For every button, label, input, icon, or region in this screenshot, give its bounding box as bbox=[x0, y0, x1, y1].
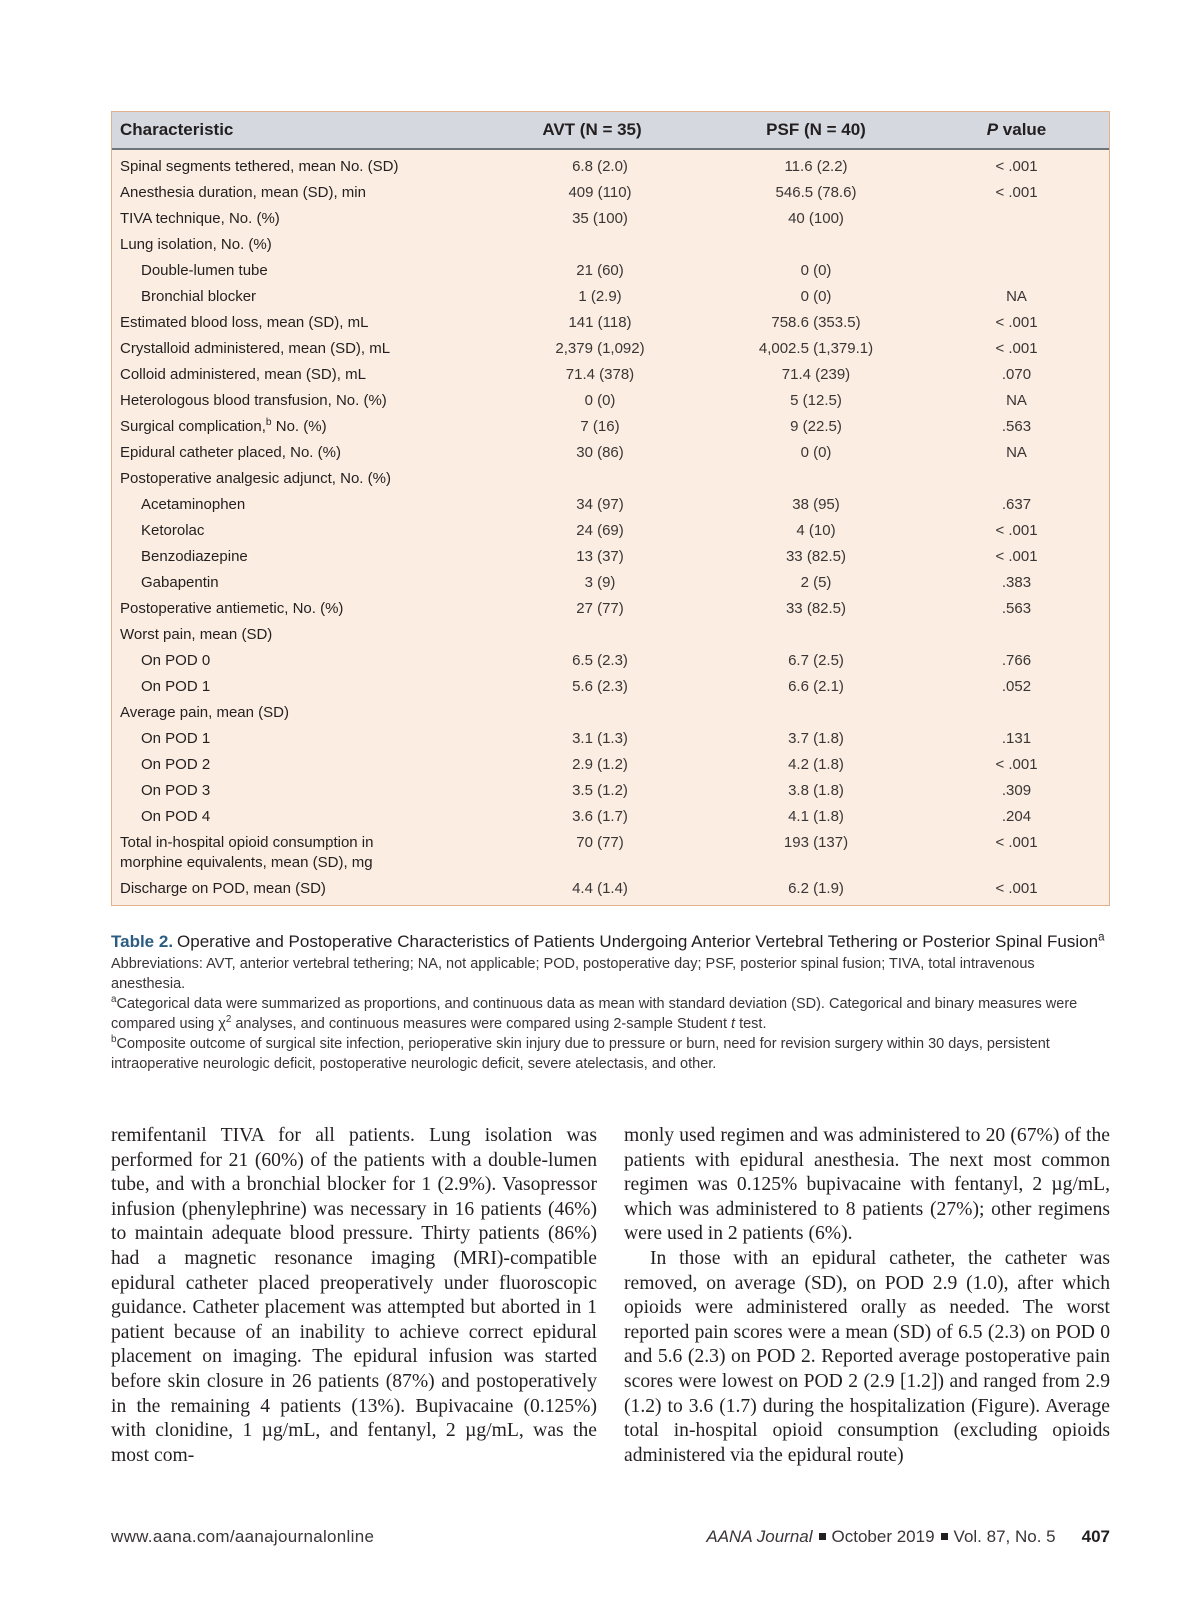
characteristic-text: Crystalloid administered, mean (SD), mL bbox=[120, 340, 391, 357]
cell-avt: 7 (16) bbox=[580, 418, 620, 435]
cell-p-value: .563 bbox=[1001, 600, 1032, 617]
characteristic-text: Ketorolac bbox=[141, 522, 205, 539]
characteristic-text: Double-lumen tube bbox=[141, 262, 268, 279]
table-row bbox=[112, 876, 1109, 902]
cell-psf: 4.2 (1.8) bbox=[788, 756, 844, 773]
table-row bbox=[112, 622, 1109, 648]
bullet-icon bbox=[819, 1533, 826, 1540]
caption-abbreviations: Abbreviations: AVT, anterior vertebral tethering; NA, not applicable; POD, postoperative day; PSF, posterior spinal fusion; TIVA, total intravenous anesthesia. bbox=[111, 956, 1035, 992]
note-a-text-3: test. bbox=[735, 1016, 767, 1032]
cell-psf: 193 (137) bbox=[783, 834, 849, 851]
cell-psf bbox=[708, 235, 924, 255]
body-paragraph: monly used regimen and was administered to 20 (67%) of the patients with epidural anesthesia. The next most common regimen was 0.125% bupivacaine with fentanyl, 2 µg/mL, which was administered to 8 patients (27%); other regimens were used in 2 patients (6%). bbox=[624, 1125, 1110, 1245]
characteristic-text: Benzodiazepine bbox=[141, 548, 248, 565]
header-characteristic: Characteristic bbox=[120, 120, 234, 139]
header-psf: PSF (N = 40) bbox=[766, 120, 866, 139]
table-row bbox=[112, 674, 1109, 700]
cell-characteristic bbox=[112, 287, 492, 307]
caption-note-a bbox=[111, 994, 1111, 1034]
caption-title-sup: a bbox=[1098, 931, 1105, 944]
cell-characteristic bbox=[112, 599, 492, 619]
table-row bbox=[112, 830, 1109, 876]
page-footer bbox=[111, 1527, 1110, 1553]
note-b-text: Composite outcome of surgical site infection, perioperative skin injury due to pressure or burn, need for revision surgery within 30 days, persistent intraoperative neurologic deficit, postoperative neurologic deficit, severe atelectasis, and other. bbox=[111, 1036, 1050, 1072]
characteristic-text: Gabapentin bbox=[141, 574, 219, 591]
cell-p-value: .766 bbox=[1001, 652, 1032, 669]
cell-p-value: < .001 bbox=[995, 340, 1038, 357]
table-row bbox=[112, 362, 1109, 388]
cell-p-value: .383 bbox=[1001, 574, 1032, 591]
cell-avt: 70 (77) bbox=[576, 834, 624, 851]
cell-characteristic bbox=[112, 677, 492, 697]
characteristic-text: Discharge on POD, mean (SD) bbox=[120, 880, 326, 897]
cell-p-value bbox=[924, 469, 1109, 489]
table-row bbox=[112, 180, 1109, 206]
caption-title bbox=[111, 930, 1111, 954]
cell-psf: 6.7 (2.5) bbox=[788, 652, 844, 669]
cell-characteristic bbox=[112, 651, 492, 671]
note-a-marker: a bbox=[111, 994, 117, 1006]
cell-characteristic bbox=[112, 879, 492, 899]
cell-characteristic bbox=[112, 755, 492, 775]
cell-psf: 4.1 (1.8) bbox=[788, 808, 844, 825]
footer-date: October 2019 bbox=[831, 1527, 935, 1546]
note-b-marker: b bbox=[111, 1034, 117, 1046]
cell-psf: 3.7 (1.8) bbox=[788, 730, 844, 747]
characteristic-text: On POD 0 bbox=[141, 652, 211, 669]
cell-avt: 3.6 (1.7) bbox=[572, 808, 628, 825]
cell-avt: 1 (2.9) bbox=[578, 288, 622, 305]
note-a-text-1: Categorical data were summarized as proportions, and continuous data as mean with standard deviation (SD). Categorical and binary measures were compared using χ bbox=[111, 996, 1078, 1032]
caption-title-text: Operative and Postoperative Characteristics of Patients Undergoing Anterior Vertebral Tethering or Posterior Spinal Fusion bbox=[177, 932, 1099, 951]
header-p-value bbox=[924, 120, 1109, 140]
cell-p-value: .563 bbox=[1001, 418, 1032, 435]
cell-avt: 30 (86) bbox=[576, 444, 624, 461]
characteristic-text: Epidural catheter placed, No. (%) bbox=[120, 444, 341, 461]
characteristic-text-line2: morphine equivalents, mean (SD), mg bbox=[120, 854, 373, 871]
characteristic-text: Estimated blood loss, mean (SD), mL bbox=[120, 314, 369, 331]
cell-characteristic bbox=[112, 157, 492, 177]
footnote-marker: b bbox=[265, 417, 272, 428]
cell-characteristic bbox=[112, 833, 492, 873]
cell-psf: 0 (0) bbox=[800, 444, 832, 461]
cell-p-value: .052 bbox=[1001, 678, 1032, 695]
cell-avt: 141 (118) bbox=[568, 314, 632, 331]
table-row bbox=[112, 388, 1109, 414]
body-paragraph: remifentanil TIVA for all patients. Lung isolation was performed for 21 (60%) of the patients with a double-lumen tube, and with a bronchial blocker for 1 (2.9%). Vasopressor infusion (phenylephrine) was necessary in 16 patients (46%) to maintain adequate blood pressure. Thirty patients (86%) had a magnetic resonance imaging (MRI)-compatible epidural catheter placed preoperatively under fluoroscopic guidance. Catheter placement was attempted but aborted in 1 patient because of an inability to achieve correct epidural placement on imaging. The epidural infusion was started before skin closure in 26 patients (87%) and postoperatively in the remaining 4 patients (13%). Bupivacaine (0.125%) with clonidine, 1 µg/mL, and fentanyl, 2 µg/mL, was the most com- bbox=[111, 1125, 597, 1466]
cell-psf bbox=[708, 703, 924, 723]
cell-avt: 71.4 (378) bbox=[565, 366, 635, 383]
table-row bbox=[112, 804, 1109, 830]
cell-characteristic bbox=[112, 781, 492, 801]
table-row bbox=[112, 310, 1109, 336]
cell-psf: 6.2 (1.9) bbox=[788, 880, 844, 897]
cell-psf: 2 (5) bbox=[800, 574, 832, 591]
cell-p-value: < .001 bbox=[995, 314, 1038, 331]
note-a-t: t bbox=[731, 1016, 736, 1032]
header-avt: AVT (N = 35) bbox=[542, 120, 642, 139]
cell-avt: 6.5 (2.3) bbox=[572, 652, 628, 669]
characteristic-text: Heterologous blood transfusion, No. (%) bbox=[120, 392, 387, 409]
cell-psf: 40 (100) bbox=[788, 210, 844, 227]
cell-avt bbox=[492, 703, 708, 723]
header-p-rest: value bbox=[998, 120, 1047, 139]
cell-avt: 409 (110) bbox=[568, 184, 632, 201]
characteristic-text: Surgical complication, bbox=[120, 418, 266, 435]
cell-characteristic bbox=[112, 417, 492, 437]
characteristic-text: TIVA technique, No. (%) bbox=[120, 210, 280, 227]
cell-characteristic bbox=[112, 703, 492, 723]
characteristic-text: On POD 2 bbox=[141, 756, 211, 773]
cell-characteristic bbox=[112, 365, 492, 385]
cell-p-value: .637 bbox=[1001, 496, 1032, 513]
bullet-icon bbox=[941, 1533, 948, 1540]
data-table bbox=[111, 111, 1110, 906]
cell-avt: 21 (60) bbox=[576, 262, 624, 279]
cell-characteristic bbox=[112, 339, 492, 359]
cell-avt: 0 (0) bbox=[584, 392, 616, 409]
cell-p-value bbox=[924, 235, 1109, 255]
body-column-right bbox=[624, 1124, 1110, 1468]
characteristic-text: Colloid administered, mean (SD), mL bbox=[120, 366, 366, 383]
cell-avt: 6.8 (2.0) bbox=[572, 158, 628, 175]
table-row bbox=[112, 596, 1109, 622]
table-row bbox=[112, 284, 1109, 310]
cell-p-value bbox=[924, 209, 1109, 229]
cell-avt: 3.5 (1.2) bbox=[572, 782, 628, 799]
cell-p-value: .309 bbox=[1001, 782, 1032, 799]
cell-psf: 11.6 (2.2) bbox=[784, 158, 848, 175]
cell-psf: 0 (0) bbox=[800, 262, 832, 279]
table-row bbox=[112, 414, 1109, 440]
characteristic-text: Postoperative antiemetic, No. (%) bbox=[120, 600, 344, 617]
cell-characteristic bbox=[112, 261, 492, 281]
caption-label: Table 2. bbox=[111, 932, 174, 951]
caption-note-b bbox=[111, 1034, 1111, 1074]
cell-avt bbox=[492, 235, 708, 255]
table-row bbox=[112, 440, 1109, 466]
cell-p-value: < .001 bbox=[995, 158, 1038, 175]
page-number: 407 bbox=[1081, 1527, 1110, 1546]
table-row bbox=[112, 648, 1109, 674]
cell-characteristic bbox=[112, 521, 492, 541]
cell-avt: 24 (69) bbox=[576, 522, 624, 539]
footer-journal-name: AANA Journal bbox=[706, 1527, 813, 1546]
table-row bbox=[112, 258, 1109, 284]
cell-psf: 38 (95) bbox=[792, 496, 840, 513]
cell-characteristic bbox=[112, 209, 492, 229]
cell-p-value: < .001 bbox=[995, 834, 1038, 851]
cell-characteristic bbox=[112, 625, 492, 645]
cell-characteristic bbox=[112, 729, 492, 749]
table-row bbox=[112, 726, 1109, 752]
body-column-left bbox=[111, 1124, 597, 1468]
cell-psf bbox=[708, 469, 924, 489]
table-row bbox=[112, 154, 1109, 180]
footer-journal-info bbox=[706, 1527, 1110, 1547]
footer-url: www.aana.com/aanajournalonline bbox=[111, 1527, 375, 1546]
cell-p-value: .204 bbox=[1001, 808, 1032, 825]
cell-p-value bbox=[924, 261, 1109, 281]
cell-avt: 5.6 (2.3) bbox=[572, 678, 628, 695]
cell-characteristic bbox=[112, 235, 492, 255]
cell-p-value: NA bbox=[1006, 444, 1027, 461]
table-row bbox=[112, 752, 1109, 778]
note-a-text-2: analyses, and continuous measures were compared using 2-sample Student bbox=[231, 1016, 732, 1032]
table-row bbox=[112, 700, 1109, 726]
cell-p-value bbox=[924, 703, 1109, 723]
cell-avt: 4.4 (1.4) bbox=[572, 880, 628, 897]
cell-avt: 13 (37) bbox=[576, 548, 624, 565]
cell-avt: 3.1 (1.3) bbox=[572, 730, 628, 747]
cell-p-value: < .001 bbox=[995, 756, 1038, 773]
cell-psf: 6.6 (2.1) bbox=[788, 678, 844, 695]
body-paragraph: In those with an epidural catheter, the catheter was removed, on average (SD), on POD 2.9 (1.0), after which opioids were administered orally as needed. The worst reported pain scores were a mean (SD) of 6.5 (2.3) on POD 0 and 5.6 (2.3) on POD 2. Reported average postoperative pain scores were lowest on POD 2 (2.9 [1.2]) and ranged from 2.9 (1.2) to 3.6 (1.7) during the hospitalization (Figure). Average total in-hospital opioid consumption (excluding opioids administered via the epidural route) bbox=[624, 1247, 1110, 1466]
cell-psf: 5 (12.5) bbox=[790, 392, 842, 409]
note-a-chi-sup: 2 bbox=[225, 1014, 232, 1026]
cell-psf: 758.6 (353.5) bbox=[771, 314, 861, 331]
cell-p-value: < .001 bbox=[995, 880, 1038, 897]
cell-avt: 27 (77) bbox=[576, 600, 624, 617]
table-body bbox=[112, 150, 1109, 905]
cell-psf bbox=[708, 625, 924, 645]
cell-p-value bbox=[924, 625, 1109, 645]
table-row bbox=[112, 466, 1109, 492]
cell-p-value: < .001 bbox=[995, 548, 1038, 565]
characteristic-text: On POD 1 bbox=[141, 678, 211, 695]
characteristic-text: Bronchial blocker bbox=[141, 288, 257, 305]
cell-psf: 0 (0) bbox=[800, 288, 832, 305]
cell-avt: 35 (100) bbox=[572, 210, 628, 227]
cell-characteristic bbox=[112, 547, 492, 567]
cell-avt: 2,379 (1,092) bbox=[555, 340, 645, 357]
table-header bbox=[112, 112, 1109, 150]
characteristic-text: On POD 4 bbox=[141, 808, 211, 825]
cell-characteristic bbox=[112, 313, 492, 333]
cell-psf: 3.8 (1.8) bbox=[788, 782, 844, 799]
cell-characteristic bbox=[112, 443, 492, 463]
cell-p-value: < .001 bbox=[995, 522, 1038, 539]
characteristic-text: Postoperative analgesic adjunct, No. (%) bbox=[120, 470, 391, 487]
characteristic-text: On POD 3 bbox=[141, 782, 211, 799]
cell-avt bbox=[492, 625, 708, 645]
table-row bbox=[112, 206, 1109, 232]
characteristic-text: Lung isolation, No. (%) bbox=[120, 236, 272, 253]
cell-psf: 4 (10) bbox=[796, 522, 836, 539]
cell-psf: 4,002.5 (1,379.1) bbox=[758, 340, 874, 357]
cell-p-value: .070 bbox=[1001, 366, 1032, 383]
table-row bbox=[112, 232, 1109, 258]
cell-avt: 2.9 (1.2) bbox=[572, 756, 628, 773]
cell-psf: 33 (82.5) bbox=[785, 548, 847, 565]
cell-avt: 34 (97) bbox=[576, 496, 624, 513]
cell-p-value: < .001 bbox=[995, 184, 1038, 201]
characteristic-text: Anesthesia duration, mean (SD), min bbox=[120, 184, 366, 201]
characteristic-text: Spinal segments tethered, mean No. (SD) bbox=[120, 158, 399, 175]
table-row bbox=[112, 570, 1109, 596]
cell-characteristic bbox=[112, 495, 492, 515]
cell-psf: 33 (82.5) bbox=[785, 600, 847, 617]
characteristic-text: Worst pain, mean (SD) bbox=[120, 626, 273, 643]
cell-p-value: NA bbox=[1006, 288, 1027, 305]
cell-characteristic bbox=[112, 391, 492, 411]
cell-characteristic bbox=[112, 807, 492, 827]
cell-psf: 546.5 (78.6) bbox=[775, 184, 857, 201]
cell-psf: 9 (22.5) bbox=[790, 418, 842, 435]
table-row bbox=[112, 778, 1109, 804]
footer-volume: Vol. 87, No. 5 bbox=[953, 1527, 1056, 1546]
characteristic-text-cont: No. (%) bbox=[271, 418, 327, 435]
table-caption bbox=[111, 930, 1111, 1074]
cell-avt: 3 (9) bbox=[584, 574, 616, 591]
table-row bbox=[112, 492, 1109, 518]
characteristic-text: Average pain, mean (SD) bbox=[120, 704, 289, 721]
table-row bbox=[112, 544, 1109, 570]
cell-avt bbox=[492, 469, 708, 489]
characteristic-text: On POD 1 bbox=[141, 730, 211, 747]
cell-p-value: .131 bbox=[1001, 730, 1032, 747]
characteristic-text: Acetaminophen bbox=[141, 496, 246, 513]
cell-p-value: NA bbox=[1006, 392, 1027, 409]
table-row bbox=[112, 518, 1109, 544]
table-row bbox=[112, 336, 1109, 362]
characteristic-text: Total in-hospital opioid consumption in bbox=[120, 834, 374, 851]
cell-psf: 71.4 (239) bbox=[781, 366, 851, 383]
cell-characteristic bbox=[112, 573, 492, 593]
header-p-italic: P bbox=[986, 120, 999, 139]
cell-characteristic bbox=[112, 469, 492, 489]
cell-characteristic bbox=[112, 183, 492, 203]
